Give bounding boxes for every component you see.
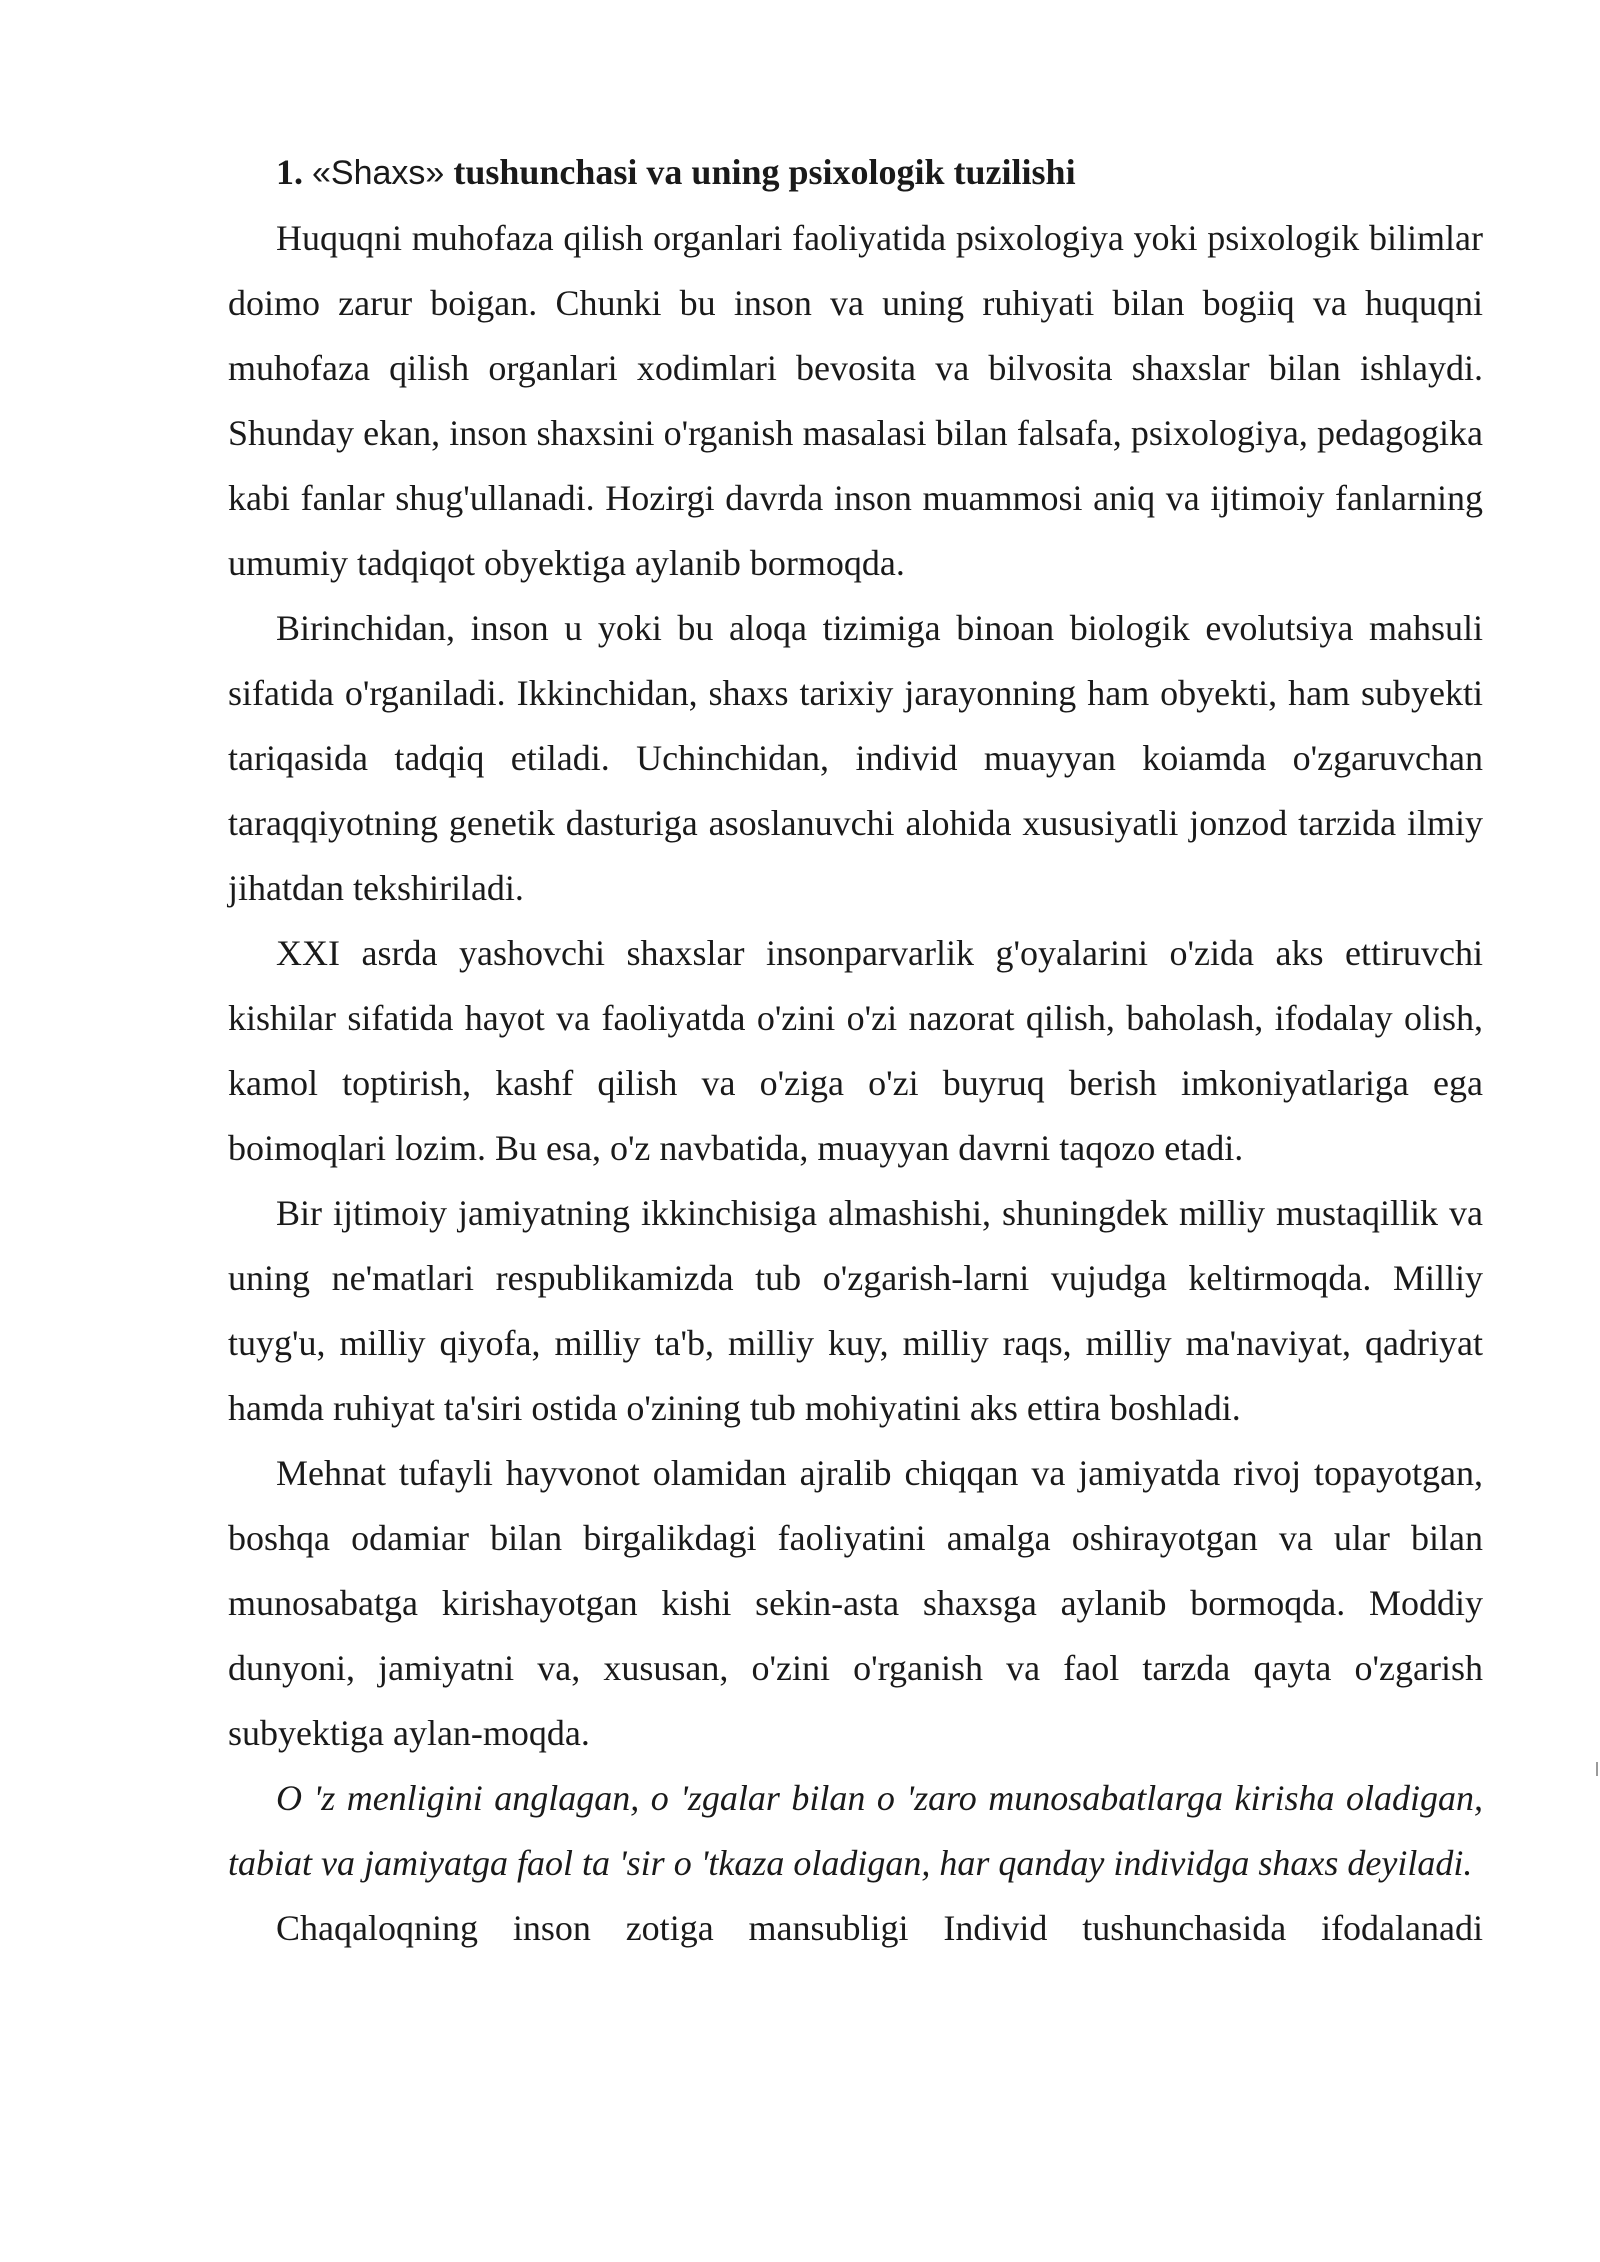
paragraph: Mehnat tufayli hayvonot olamidan ajralib chiqqan va jamiyatda rivoj topayotgan, boshqa odamiar bilan birgalikdagi faoliyatini amalga oshirayotgan va ular bilan munosabatga kirishayotgan kishi sekin-asta shaxsga aylanib bormoqda. Moddiy dunyoni, jamiyatni va, xususan, o'zini o'rganish va faol tarzda qayta o'zgarish subyektiga aylan-moqda. — [228, 1453, 1483, 1753]
paragraph: Chaqaloqning inson zotiga mansubligi Individ tushunchasida ifodalanadi — [276, 1908, 1483, 1948]
paragraph: Birinchidan, inson u yoki bu aloqa tizimiga binoan biologik evolutsiya mahsuli sifatida o'rganiladi. Ikkinchidan, shaxs tarixiy jarayonning ham obyekti, ham subyekti tariqasida tadqiq etiladi. Uchinchidan, individ muayyan koiamda o'zgaruvchan taraqqiyotning genetik dasturiga asoslanuvchi alohida xususiyatli jonzod tarzida ilmiy jihatdan tekshiriladi. — [228, 608, 1483, 908]
margin-mark — [1596, 1762, 1598, 1776]
document-body — [228, 140, 1483, 1961]
heading-title: tushunchasi va uning psixologik tuzilishi — [453, 152, 1076, 192]
heading-term: «Shaxs» — [312, 154, 445, 192]
section-heading — [228, 140, 1483, 206]
paragraph: XXI asrda yashovchi shaxslar insonparvarlik g'oyalarini o'zida aks ettiruvchi kishilar sifatida hayot va faoliyatda o'zini o'zi nazorat qilish, baholash, ifodalay olish, kamol toptirish, kashf qilish va o'ziga o'zi buyruq berish imkoniyatlariga ega boimoqlari lozim. Bu esa, o'z navbatida, muayyan davrni taqozo etadi. — [228, 933, 1483, 1168]
definition-paragraph: O 'z menligini anglagan, o 'zgalar bilan o 'zaro munosabatlarga kirisha oladigan, tabiat va jamiyatga faol ta 'sir o 'tkaza oladigan, har qanday individga shaxs deyiladi. — [228, 1778, 1483, 1883]
heading-number: 1. — [276, 152, 303, 192]
paragraph: Huquqni muhofaza qilish organlari faoliyatida psixologiya yoki psixologik bilimlar doimo zarur boigan. Chunki bu inson va uning ruhiyati bilan bogiiq va huquqni muhofaza qilish organlari xodimlari bevosita va bilvosita shaxslar bilan ishlaydi. Shunday ekan, inson shaxsini o'rganish masalasi bilan falsafa, psixologiya, pedagogika kabi fanlar shug'ullanadi. Hozirgi davrda inson muammosi aniq va ijtimoiy fanlarning umumiy tadqiqot obyektiga aylanib bormoqda. — [228, 218, 1483, 583]
paragraph: Bir ijtimoiy jamiyatning ikkinchisiga almashishi, shuningdek milliy mustaqillik va uning ne'matlari respublikamizda tub o'zgarish-larni vujudga keltirmoqda. Milliy tuyg'u, milliy qiyofa, milliy ta'b, milliy kuy, milliy raqs, milliy ma'naviyat, qadriyat hamda ruhiyat ta'siri ostida o'zining tub mohiyatini aks ettira boshladi. — [228, 1193, 1483, 1428]
